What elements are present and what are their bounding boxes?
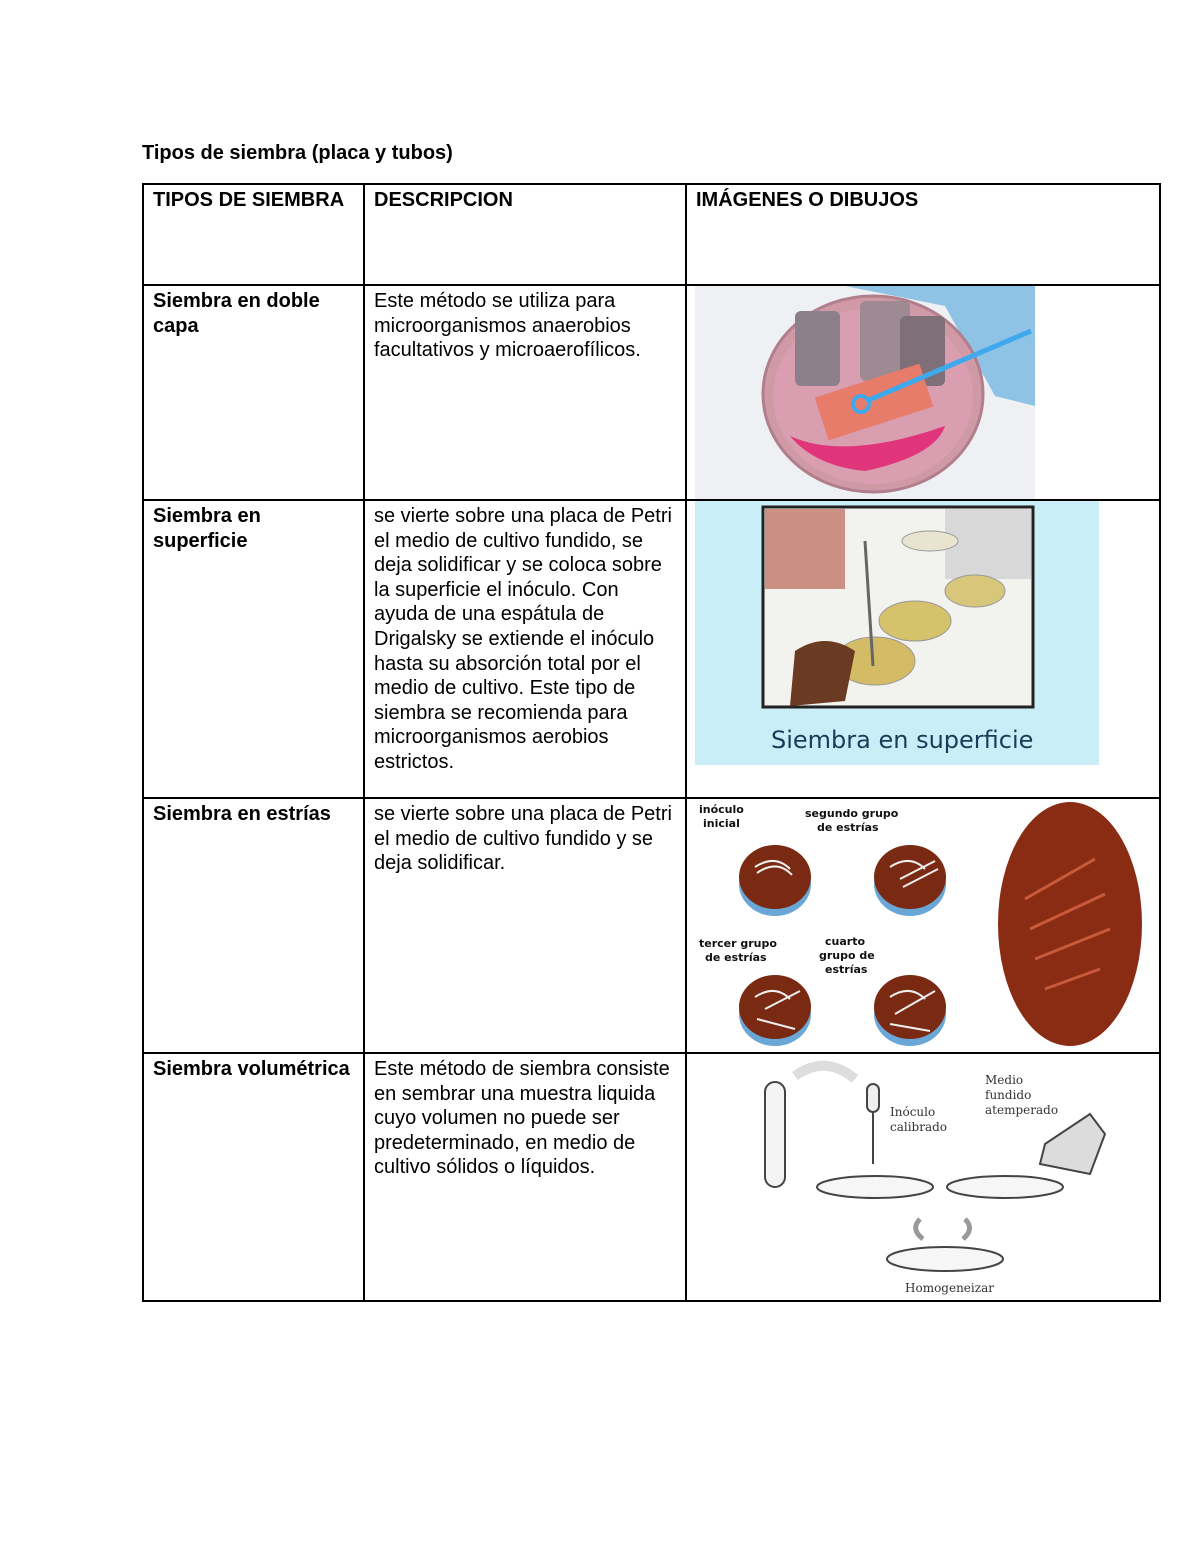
header-imagenes: IMÁGENES O DIBUJOS: [696, 189, 919, 211]
row-description: Este método de siembra consiste en sembrar una muestra liquida cuyo volumen no puede ser predeterminado, en medio de cultivo sólidos o líquidos.: [374, 1058, 670, 1179]
svg-text:cuarto: cuarto: [825, 935, 866, 948]
row-description: se vierte sobre una placa de Petri el medio de cultivo fundido, se deja solidificar y se coloca sobre la superficie el inóculo. Con ayuda de una espátula de Drigalsky se extiende el inóculo hasta su absorción total por el medio de cultivo. Este tipo de siembra se recomienda para microorganismos aerobios estrictos.: [374, 505, 672, 773]
svg-text:de estrías: de estrías: [817, 821, 879, 834]
table-row: [143, 1053, 1160, 1301]
siembra-table: [142, 183, 1161, 1302]
svg-text:Medio: Medio: [985, 1073, 1024, 1087]
streak-plate-diagram: [687, 799, 1159, 1052]
row-description: Este método se utiliza para microorganismos anaerobios facultativos y microaerofílicos.: [374, 290, 641, 362]
petri-dish-photo: [687, 286, 1159, 499]
row-description: se vierte sobre una placa de Petri el medio de cultivo fundido y se deja solidificar.: [374, 803, 672, 875]
svg-text:grupo de: grupo de: [819, 949, 875, 962]
table-row: [143, 500, 1160, 798]
table-row: [143, 285, 1160, 500]
svg-text:Homogeneizar: Homogeneizar: [905, 1281, 994, 1295]
spreading-plate-caption: Siembra en superficie: [771, 726, 1034, 754]
table-header-row: [143, 184, 1160, 285]
row-name: Siembra en estrías: [153, 803, 331, 825]
svg-text:Inóculo: Inóculo: [890, 1105, 936, 1119]
svg-text:de estrías: de estrías: [705, 951, 767, 964]
svg-text:fundido: fundido: [985, 1088, 1032, 1102]
row-name: Siembra volumétrica: [153, 1058, 350, 1080]
row-name: Siembra en doble capa: [153, 290, 320, 337]
svg-text:calibrado: calibrado: [890, 1120, 948, 1134]
table-row: [143, 798, 1160, 1053]
svg-text:atemperado: atemperado: [985, 1103, 1059, 1117]
header-tipos: TIPOS DE SIEMBRA: [153, 189, 345, 211]
svg-text:inicial: inicial: [703, 817, 740, 830]
svg-text:inóculo: inóculo: [699, 803, 744, 816]
svg-text:estrías: estrías: [825, 963, 868, 976]
pour-plate-diagram: [687, 1054, 1159, 1298]
row-name: Siembra en superficie: [153, 505, 261, 552]
spreading-plate-photo: [687, 501, 1159, 765]
svg-text:tercer grupo: tercer grupo: [699, 937, 777, 950]
svg-text:segundo grupo: segundo grupo: [805, 807, 899, 820]
page-title: Tipos de siembra (placa y tubos): [142, 142, 453, 164]
header-descripcion: DESCRIPCION: [374, 189, 513, 211]
